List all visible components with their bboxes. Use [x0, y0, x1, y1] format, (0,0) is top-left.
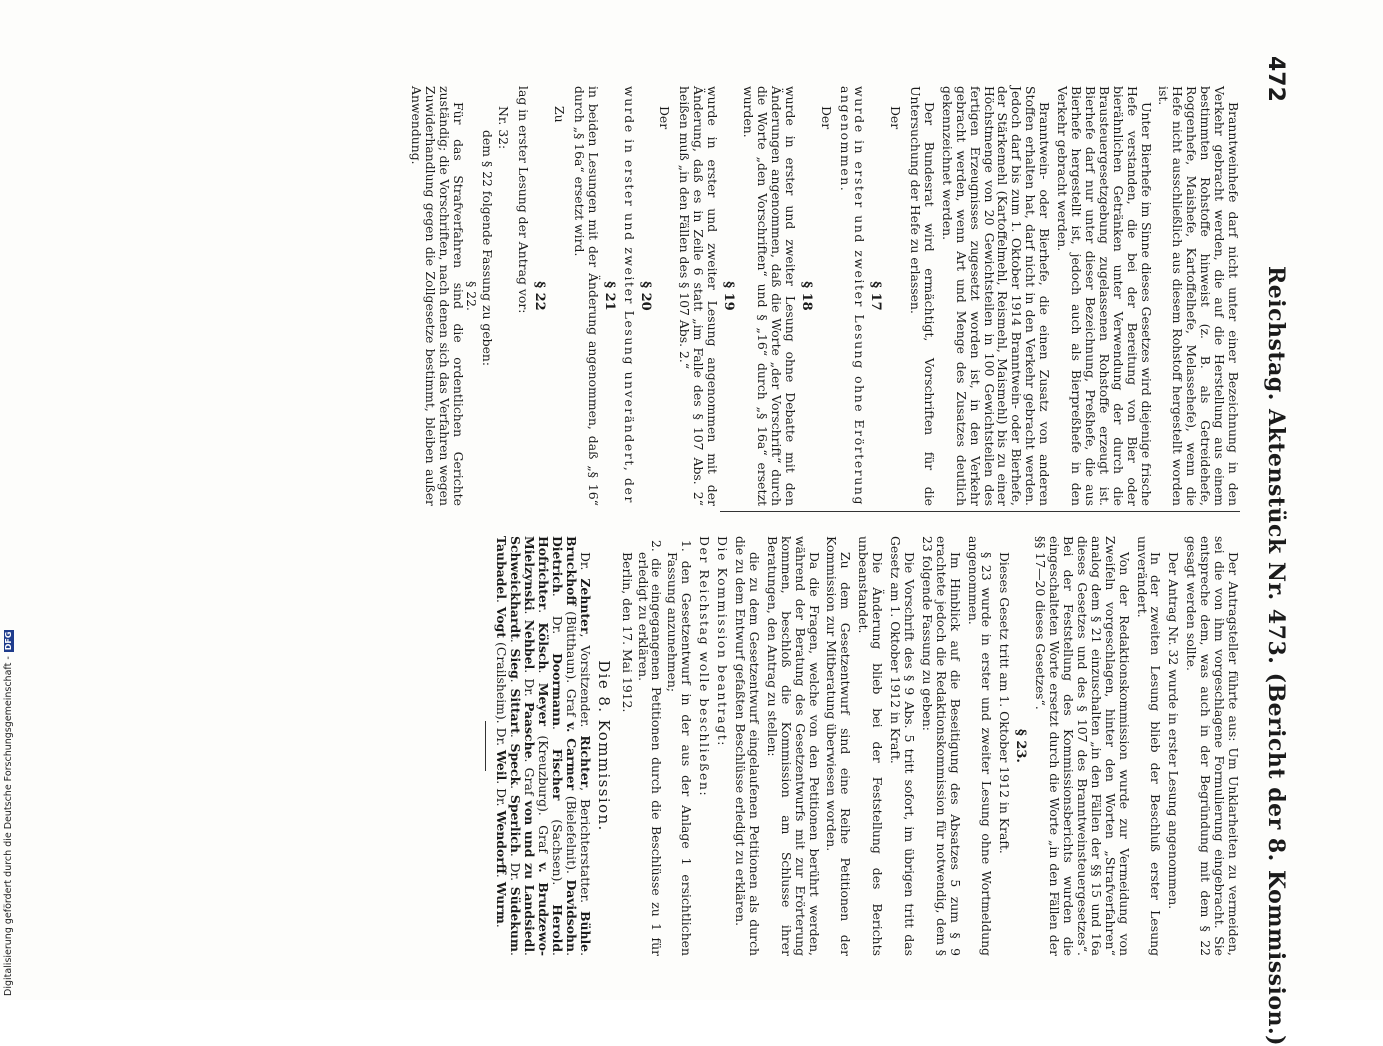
paragraph-s23-angenommen: § 23 wurde in erster und zweiter Lesung ohne Wortmeldung angenommen. [965, 536, 995, 956]
member-name: Speck [508, 743, 524, 786]
member-name: Davidsohn [563, 879, 579, 953]
member-text: . [550, 952, 566, 956]
member-name: Nehbel [522, 619, 538, 670]
member-text: . [508, 785, 524, 795]
member-name: Paasche [522, 702, 538, 759]
paragraph-aenderung: Die Änderung blieb bei der Feststellung des Berichts unbeanstandet. [856, 536, 886, 956]
section-heading-21: § 21 [601, 281, 617, 311]
member-name: Taubadel [494, 536, 510, 600]
paragraph-zweite-lesung: In der zweiten Lesung blieb der Beschluß erster Lesung unverändert. [1134, 536, 1164, 956]
paragraph-vorschrift-s9: Die Vorschrift des § 9 Abs. 5 tritt sofort, im übrigen tritt das Gesetz am 1. Oktober 1912 in Kraft. [888, 536, 917, 956]
paragraph-antragsteller: Der Antragsteller führte aus: Um Unklarheiten zu vermeiden, sei die von ihm vorgeschlagene Formulierung eingebracht. Sie entspreche dem, was auch in der Begründung mit dem § 22 gesagt werden sollte. [1184, 536, 1241, 956]
label-der-20: Der [657, 106, 673, 130]
paragraph-bierhefe: Unter Bierhefe im Sinne dieses Gesetzes wird diejenige frische Hefe verstanden, die bei der Bereitung von Bier oder bierähnlichen Getränken unter Verwendung der durch die Brausteuergesetzgebung zugelassenen Rohstoffe erzeugt ist. Bierhefe darf nur unter dieser Bezeichnung, Preßhefe, die aus Bierhefe hergestellt ist, jedoch auch als Bierpreßhefe in den Verkehr gebracht werden. [1055, 86, 1154, 506]
resolution-list [636, 536, 694, 956]
member-name: Kölsch [536, 622, 552, 670]
member-text: . [508, 638, 524, 649]
paragraph-bundesrat: Der Bundesrat wird ermächtigt, Vorschriften für die Untersuchung der Hefe zu erlassen. [908, 86, 937, 506]
member-text: , Berichterstatter. [577, 787, 593, 911]
member-name: Meyer [536, 682, 552, 727]
commission-signoff: Die 8. Kommission. [594, 660, 613, 832]
section-body-21: in beiden Lesungen mit der Änderung angenommen, daß „§ 16“ durch „§ 16a“ ersetzt wird. [571, 86, 601, 506]
member-name: Fischer [550, 748, 566, 801]
member-text: . [494, 599, 510, 607]
dfg-logo: DFG [3, 631, 13, 651]
member-name: Schweickhardt [508, 536, 524, 639]
digitization-credit [3, 630, 14, 996]
motion-instruction: dem § 22 folgende Fassung zu geben: [480, 130, 496, 367]
member-text: . [577, 952, 593, 957]
member-name: Bruckhoff [563, 536, 579, 606]
paragraph-petitionen: Zu dem Gesetzentwurf sind eine Reihe Petitionen der Kommission zur Mitberatung überwiesen worden. [824, 536, 854, 956]
member-text: . [536, 669, 552, 683]
running-title: Reichstag. Aktenstück Nr. 473. (Bericht der 8. Kommission.) [1263, 266, 1289, 1046]
paragraph-redaktionskommission: Von der Redaktionskommission wurde zur Vermeidung von Zweifeln vorgeschlagen, hinter den Worten „Strafverfahren“ analog dem § 21 einzuschalten „in den Fällen der §§ 15 und 16a dieses Gesetzes und des § 107 des Branntweinsteuergesetzes“. Bei der Feststellung des Kommissionsberichts wurden die eingeschalteten Worte ersetzt durch die Worte „in den Fällen der §§ 17—20 dieses Gesetzes“. [1033, 536, 1132, 956]
member-name: Zehnter [577, 578, 593, 634]
section-heading-22: § 22 [532, 281, 548, 311]
member-text: (Sachsen). [550, 800, 566, 905]
member-text: . [550, 726, 566, 749]
member-name: Wendorff [494, 810, 510, 874]
paragraph-hinblick: Im Hinblick auf die Beseitigung des Absatzes 5 zum § 9 erachtete jedoch die Redaktionskommission für notwendig, dem § 23 folgende Fassung zu geben: [919, 536, 963, 956]
member-name: Richter [577, 735, 593, 788]
section-heading-23: § 23. [1013, 729, 1029, 763]
page-number: 472 [1263, 56, 1288, 102]
section-body-20: wurde in erster und zweiter Lesung unverändert, der [621, 86, 637, 504]
member-name: v. Carmer [563, 722, 579, 791]
credit-text: Digitalisierung gefördert durch die Deutsche Forschungsgemeinschaft - [3, 656, 14, 996]
member-text: . Dr. [494, 780, 510, 811]
member-name: Wurm [494, 881, 510, 924]
commission-members [495, 536, 592, 956]
member-text: . [494, 873, 510, 882]
member-text: . [508, 952, 524, 956]
member-name: Vogt [494, 606, 510, 639]
resolution-item-1: 1. den Gesetzentwurf in der aus der Anlage 1 ersichtlichen Fassung anzunehmen; [665, 540, 695, 956]
label-zu-22: Zu [552, 106, 568, 123]
section-heading-19: § 19 [721, 281, 737, 311]
member-name: Doormann [550, 653, 566, 727]
member-text: , Vorsitzender. [577, 633, 593, 736]
member-name: Weil [494, 750, 510, 781]
member-text: (Bütthaun). Graf [563, 605, 579, 723]
member-name: Herold [550, 904, 566, 953]
motion-section-label: § 22. [464, 281, 480, 311]
page-header [1244, 56, 1289, 1046]
paragraph-branntweinhefe: Branntweinhefe darf nicht unter einer Bezeichnung in den Verkehr gebracht werden, die auf die Herstellung aus einem bestimmten Rohstoffe hinweist (z. B. als Getreidehefe, Roggenhefe, Maishefe, Kartoffelhefe, Melassehefe), wenn die Hefe nicht ausschließlich aus diesem Rohstoff hergestellt worden ist. [1156, 86, 1241, 506]
section-body-17: wurde in erster und zweiter Lesung ohne Erörterung angenommen. [838, 86, 868, 506]
right-column [486, 536, 1241, 956]
paragraph-fragen: Da die Fragen, welche von den Petitionen berührt werden, während der Beratung des Gesetzentwurfs mit zur Erörterung kommen, beschloß die Kommission am Schlusse ihrer Beratungen, den Antrag zu stellen: [764, 536, 822, 956]
member-text: Dr. [577, 552, 593, 579]
date-line: Berlin, den 17. Mai 1912. [619, 552, 635, 713]
member-text: (Crailsheim). Dr. [494, 638, 510, 751]
member-text: . [563, 952, 579, 957]
label-der-17: Der [888, 106, 904, 130]
section-heading-17: § 17 [868, 281, 884, 311]
document-page [34, 56, 1289, 1046]
member-name: Dietrich [550, 536, 566, 593]
section-text-23: Dieses Gesetz tritt am 1. Oktober 1912 in Kraft. [997, 552, 1013, 854]
motion-number: Nr. 32: [496, 106, 512, 150]
member-text: (Bielefelnit). [563, 790, 579, 880]
member-text: . [522, 952, 538, 956]
member-text: (Kreuzburg). Graf [536, 726, 552, 863]
member-name: von und zu Landsiedl [522, 800, 538, 953]
member-name: v. Brudzewo-Mielzynski [522, 536, 552, 956]
paragraph-antrag-32: Der Antrag Nr. 32 wurde in erster Lesung angenommen. [1166, 552, 1182, 910]
member-text: . [508, 733, 524, 744]
section-heading-20: § 20 [637, 281, 653, 311]
motion-text: Für das Strafverfahren sind die ordentlichen Gerichte zuständig; die Vorschriften, nach denen sich das Verfahren wegen Zuwiderhandlung gegen die Zollgesetze bestimmt, bleiben außer Anwendung. [408, 86, 466, 506]
member-text: . Graf [522, 758, 538, 801]
section-heading-18: § 18 [798, 281, 814, 311]
member-text: . [536, 609, 552, 623]
member-name: Sittart [508, 688, 524, 734]
member-text: . Dr. [522, 669, 538, 703]
member-name: Bühle [577, 910, 593, 953]
paragraph-reichstag-beschliessen: Der Reichstag wolle beschließen: [697, 536, 713, 798]
label-der-18: Der [818, 106, 834, 130]
column-divider [720, 511, 1240, 512]
left-column [405, 86, 1240, 506]
member-name: Südekum [508, 886, 524, 952]
member-name: Sperlich [508, 794, 524, 853]
paragraph-petitionen-erledigt: die zu dem Gesetzentwurf eingelaufenen Petitionen als durch die zu dem Entwurf gefaßten Beschlüsse erledigt zu erklären. [733, 536, 762, 956]
section-body-18: wurde in erster und zweiter Lesung ohne Debatte mit den Änderungen angenommen, daß die Worte „der Vorschrift“ durch die Worte „den Vorschriften“ und § „16“ durch „§ 16a“ ersetzt wurden. [741, 86, 798, 506]
member-text: . [508, 678, 524, 689]
member-text: . Dr. [550, 592, 566, 654]
resolution-item-2: 2. die eingegangenen Petitionen durch die Beschlüsse zu 1 für erledigt zu erklären. [635, 540, 665, 956]
member-text: . [522, 610, 538, 620]
closing-rule [486, 721, 487, 771]
paragraph-kommission-beantragt: Die Kommission beantragt: [715, 536, 731, 748]
member-text: . Dr. [508, 852, 524, 887]
paragraph-zusatz: Branntwein- oder Bierhefe, die einen Zusatz von anderen Stoffen erhalten hat, darf nicht in den Verkehr gebracht werden. Jedoch darf bis zum 1. Oktober 1914 Branntwein- oder Bierhefe, der Stärkemehl (Kartoffelmehl, Reismehl, Maismehl) bis zu einer Höchstmenge von 20 Gewichtsteilen in 100 Gewichtsteilen des fertigen Erzeugnisses zugesetzt worden ist, in den Verkehr gebracht werden, wenn Art und Menge des Zusatzes deutlich gekennzeichnet werden. [939, 86, 1053, 506]
member-text: . [494, 923, 510, 928]
section-intro-22: lag in erster Lesung der Antrag vor: [516, 86, 532, 314]
member-name: Sieg [508, 648, 524, 679]
member-name: Hofrichter [536, 536, 552, 610]
section-body-19: wurde in erster und zweiter Lesung angenommen mit der Änderung, daß es in Zeile 6 statt „im Falle des § 107 Abs. 2“ heißen muß „in den Fällen des § 107 Abs. 2.“ [677, 86, 721, 506]
